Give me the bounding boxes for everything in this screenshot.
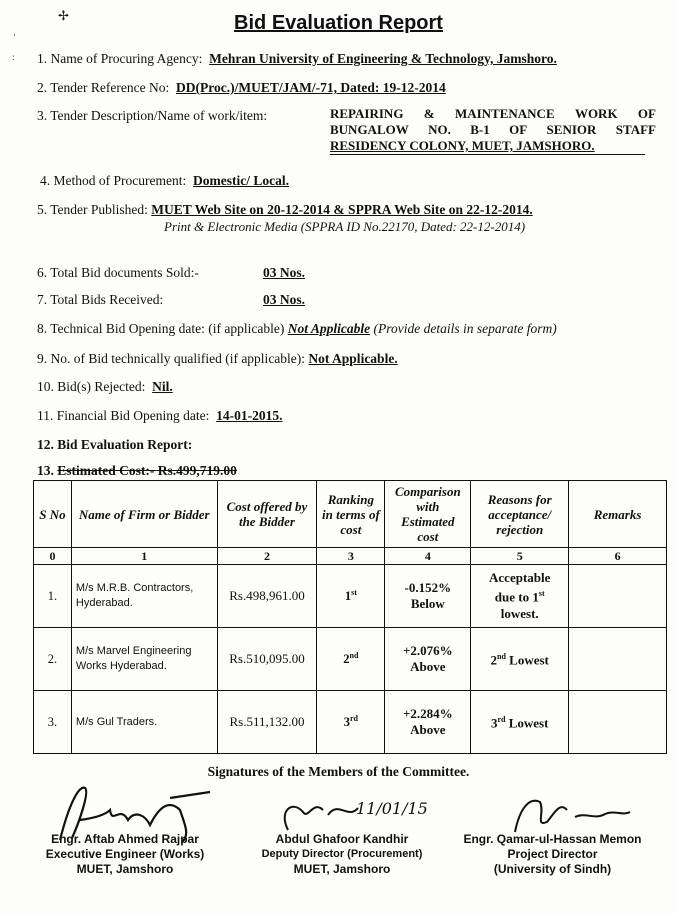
description-label: 3. Tender Description/Name of work/item: [37, 108, 268, 123]
member-name: Engr. Aftab Ahmed Rajpar [51, 832, 199, 846]
col-header: Cost offered by the Bidder [217, 481, 317, 548]
description-word: MAINTENANCE [454, 106, 555, 121]
member-name: Engr. Qamar-ul-Hassan Memon [463, 832, 642, 846]
cell-comparison: +2.284% Above [385, 691, 471, 754]
item-method [40, 173, 289, 189]
cell-reason: 3rd Lowest [471, 691, 569, 754]
item-tender-ref [37, 80, 446, 96]
tech-qualified-label: 9. No. of Bid technically qualified (if applicable): [37, 351, 306, 366]
published-label: 5. Tender Published: [37, 202, 148, 217]
eval-label: 12. Bid Evaluation Report: [37, 437, 193, 452]
item-rejected [37, 379, 173, 395]
bids-received-label: 7. Total Bids Received: [37, 292, 164, 307]
cell-firm: M/s Marvel Engineering Works Hyderabad. [71, 628, 217, 691]
item-tech-qualified [37, 351, 398, 367]
description-line-3: RESIDENCY COLONY, MUET, JAMSHORO. [330, 138, 645, 155]
published-note: Print & Electronic Media (SPPRA ID No.22170, Dated: 22-12-2014) [164, 219, 526, 234]
item-fin-opening [37, 408, 282, 424]
item-published [37, 202, 533, 218]
col-index: 3 [317, 548, 385, 565]
description-word: BUNGALOW [330, 122, 409, 137]
member-name: Abdul Ghafoor Kandhir [275, 832, 409, 846]
cell-sno: 3. [34, 691, 72, 754]
table-row [34, 691, 667, 754]
tech-opening-note: (Provide details in separate form) [373, 321, 557, 336]
tender-ref-label: 2. Tender Reference No: [37, 80, 170, 95]
col-index: 6 [569, 548, 667, 565]
signature-member-3 [445, 832, 660, 877]
handwritten-date: 11/01/15 [356, 799, 428, 818]
description-line-2 [330, 122, 656, 138]
col-header: Reasons for acceptance/ rejection [471, 481, 569, 548]
cell-comparison: +2.076% Above [385, 628, 471, 691]
tech-qualified-value: Not Applicable. [308, 351, 398, 366]
cell-rank: 3rd [317, 691, 385, 754]
member-org: MUET, Jamshoro [293, 862, 391, 876]
cell-cost: Rs.498,961.00 [217, 565, 317, 628]
col-index: 1 [71, 548, 217, 565]
signature-member-1 [20, 832, 230, 877]
member-org: MUET, Jamshoro [76, 862, 174, 876]
col-header: Ranking in terms of cost [317, 481, 385, 548]
signature-scrawl-3 [505, 792, 635, 837]
fin-opening-value: 14-01-2015. [216, 408, 283, 423]
description-word: OF [509, 122, 528, 137]
method-value: Domestic/ Local. [192, 173, 289, 188]
tech-opening-value: Not Applicable [287, 321, 371, 336]
cell-cost: Rs.511,132.00 [217, 691, 317, 754]
cell-rank: 1st [317, 565, 385, 628]
agency-value: Mehran University of Engineering & Technology, Jamshoro. [209, 51, 557, 66]
table-row [34, 628, 667, 691]
signature-member-2 [232, 832, 452, 877]
table-header-row [34, 481, 667, 548]
cell-reason: Acceptable due to 1st lowest. [471, 565, 569, 628]
cell-sno: 1. [34, 565, 72, 628]
col-index: 5 [471, 548, 569, 565]
cell-rank: 2nd [317, 628, 385, 691]
description-word: NO. [428, 122, 451, 137]
docs-sold-label: 6. Total Bid documents Sold:- [37, 265, 199, 280]
tender-ref-value: DD(Proc.)/MUET/JAM/-71, Dated: 19-12-2014 [176, 80, 446, 95]
description-word: SENIOR [546, 122, 597, 137]
member-position: Executive Engineer (Works) [45, 847, 205, 861]
method-label: 4. Method of Procurement: [40, 173, 187, 188]
docs-sold-value: 03 Nos. [263, 265, 306, 280]
cell-reason: 2nd Lowest [471, 628, 569, 691]
scan-mark: : [12, 52, 15, 62]
bids-received-value: 03 Nos. [263, 292, 306, 307]
item-tech-opening [37, 321, 557, 337]
description-word: WORK [574, 106, 618, 121]
col-index: 0 [34, 548, 72, 565]
description-word: B-1 [470, 122, 490, 137]
col-header: S No [34, 481, 72, 548]
description-line-1 [330, 106, 656, 122]
bid-table [33, 480, 667, 754]
col-header: Remarks [569, 481, 667, 548]
agency-label: 1. Name of Procuring Agency: [37, 51, 203, 66]
scan-mark: ✢ [58, 8, 69, 23]
description-word: & [423, 106, 435, 121]
rejected-value: Nil. [152, 379, 173, 394]
item-estimated [37, 463, 237, 479]
cell-firm: M/s M.R.B. Contractors, Hyderabad. [71, 565, 217, 628]
tech-opening-label: 8. Technical Bid Opening date: (if applicable) [37, 321, 285, 336]
cell-sno: 2. [34, 628, 72, 691]
cell-comparison: -0.152% Below [385, 565, 471, 628]
col-header: Comparison with Estimated cost [385, 481, 471, 548]
member-position: Project Director [507, 847, 598, 861]
page-title: Bid Evaluation Report [234, 12, 443, 34]
col-index: 2 [217, 548, 317, 565]
cell-remarks [569, 628, 667, 691]
cell-remarks [569, 565, 667, 628]
member-org: (University of Sindh) [493, 862, 612, 876]
description-word: OF [637, 106, 656, 121]
description-value [330, 106, 656, 155]
item-agency [37, 51, 557, 67]
table-row [34, 565, 667, 628]
published-value: MUET Web Site on 20-12-2014 & SPPRA Web Site on 22-12-2014. [151, 202, 533, 217]
fin-opening-label: 11. Financial Bid Opening date: [37, 408, 210, 423]
cell-remarks [569, 691, 667, 754]
member-position: Deputy Director (Procurement) [261, 848, 423, 860]
rejected-label: 10. Bid(s) Rejected: [37, 379, 146, 394]
scan-mark: · [13, 30, 16, 40]
col-header: Name of Firm or Bidder [71, 481, 217, 548]
signatures-heading: Signatures of the Members of the Committee. [207, 764, 470, 779]
col-index: 4 [385, 548, 471, 565]
table-index-row [34, 548, 667, 565]
estimated-prefix: 13. [37, 463, 54, 478]
estimated-value: Estimated Cost:- Rs.499,719.00 [57, 463, 237, 478]
cell-firm: M/s Gul Traders. [71, 691, 217, 754]
description-word: REPAIRING [330, 106, 404, 121]
cell-cost: Rs.510,095.00 [217, 628, 317, 691]
description-word: STAFF [615, 122, 656, 137]
